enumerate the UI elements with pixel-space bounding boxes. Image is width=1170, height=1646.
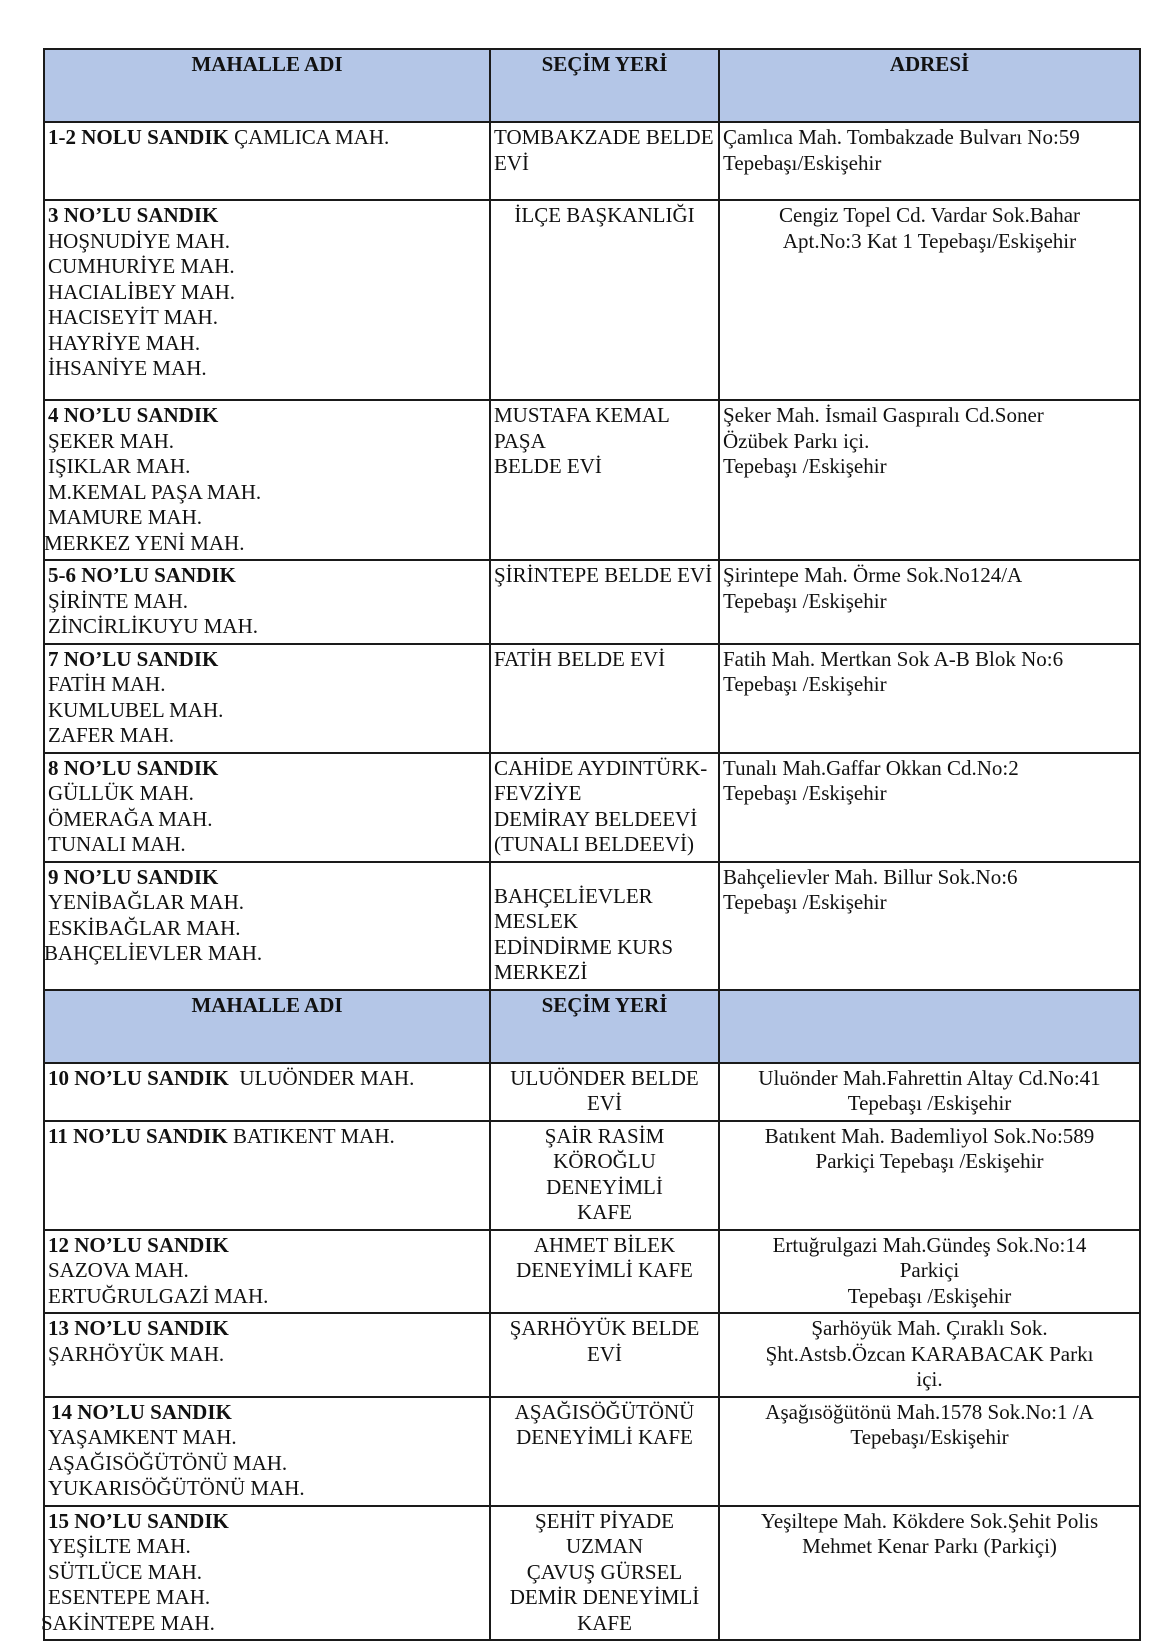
- mahalle-name: BATIKENT MAH.: [232, 1123, 395, 1148]
- table-row: [44, 1506, 1140, 1641]
- adres-line: Apt.No:3 Kat 1 Tepebaşı/Eskişehir: [782, 228, 1077, 253]
- adres-line: Yeşiltepe Mah. Kökdere Sok.Şehit Polis: [760, 1508, 1099, 1533]
- header-secim-yeri: SEÇİM YERİ: [490, 990, 719, 1063]
- adres-cell: [719, 1063, 1140, 1121]
- header-mahalle-adi: MAHALLE ADI: [44, 990, 490, 1063]
- adres-line: Tepebaşı /Eskişehir: [723, 672, 887, 696]
- mahalle-cell: [44, 1230, 490, 1314]
- mahalle-cell: [41, 1506, 490, 1641]
- secim-yeri-line: DEMİRAY BELDEEVİ: [494, 806, 698, 831]
- secim-yeri-line: DEMİR DENEYİMLİ: [509, 1585, 700, 1609]
- mahalle-cell: [44, 862, 490, 990]
- secim-yeri-line: KÖROĞLU DENEYİMLİ: [546, 1149, 663, 1199]
- sandik-label: 9 NO’LU SANDIK: [48, 864, 219, 889]
- adres-line: Şarhöyük Mah. Çıraklı Sok.: [811, 1316, 1048, 1340]
- secim-yeri-line: KAFE: [577, 1200, 632, 1224]
- mahalle-cell: [44, 1121, 490, 1230]
- secim-yeri-line: DENEYİMLİ KAFE: [516, 1425, 693, 1449]
- mahalle-name: FATİH MAH.: [48, 672, 166, 696]
- secim-yeri-line: ŞAİR RASİM: [544, 1123, 665, 1148]
- sandik-label: 1-2 NOLU SANDIK: [48, 125, 229, 149]
- table-row: [44, 644, 1140, 753]
- adres-line: Parkiçi Tepebaşı /Eskişehir: [815, 1149, 1044, 1173]
- adres-line: Batıkent Mah. Bademliyol Sok.No:589: [764, 1123, 1095, 1148]
- adres-line: Aşağısöğütönü Mah.1578 Sok.No:1 /A: [765, 1399, 1094, 1424]
- adres-line: Tunalı Mah.Gaffar Okkan Cd.No:2: [723, 755, 1019, 780]
- secim-yeri-cell: [490, 862, 719, 990]
- secim-yeri-cell: [490, 1121, 719, 1230]
- adres-line: Tepebaşı /Eskişehir: [723, 454, 887, 478]
- adres-line: Çamlıca Mah. Tombakzade Bulvarı No:59: [723, 125, 1080, 149]
- header-mahalle-adi: MAHALLE ADI: [44, 49, 490, 122]
- adres-cell: [719, 1506, 1140, 1641]
- mahalle-name: ESENTEPE MAH.: [48, 1585, 211, 1609]
- secim-yeri-line: EVİ: [494, 150, 529, 175]
- adres-cell: [719, 122, 1140, 200]
- table-row: [44, 1313, 1140, 1397]
- mahalle-name: ULUÖNDER MAH.: [239, 1065, 415, 1090]
- table-row: [44, 1121, 1140, 1230]
- secim-yeri-line: KAFE: [577, 1610, 632, 1635]
- header-adresi: [719, 990, 1140, 1063]
- sandik-label: 13 NO’LU SANDIK: [48, 1316, 229, 1340]
- header-adresi: ADRESİ: [719, 49, 1140, 122]
- table-row: [44, 1230, 1140, 1314]
- secim-yeri-cell: [490, 1506, 719, 1641]
- adres-line: Şirintepe Mah. Örme Sok.No124/A: [723, 563, 1023, 587]
- mahalle-name: YUKARISÖĞÜTÖNÜ MAH.: [48, 1476, 305, 1500]
- mahalle-name: IŞIKLAR MAH.: [48, 454, 191, 478]
- sandik-label: 3 NO’LU SANDIK: [48, 203, 219, 227]
- adres-line: Şht.Astsb.Özcan KARABACAK Parkı: [765, 1341, 1094, 1366]
- secim-yeri-line: ÇAVUŞ GÜRSEL: [526, 1559, 683, 1584]
- mahalle-name: TUNALI MAH.: [48, 832, 186, 856]
- secim-yeri-line: AHMET BİLEK: [533, 1232, 676, 1257]
- table-row: [44, 400, 1140, 560]
- adres-line: içi.: [916, 1367, 943, 1391]
- mahalle-cell: [44, 122, 490, 200]
- secim-yeri-cell: [490, 1397, 719, 1506]
- mahalle-name: ŞEKER MAH.: [48, 428, 175, 453]
- table-row: [44, 122, 1140, 200]
- mahalle-name: YAŞAMKENT MAH.: [48, 1425, 237, 1449]
- mahalle-name: YEŞİLTE MAH.: [48, 1534, 191, 1558]
- adres-line: Tepebaşı /Eskişehir: [847, 1091, 1012, 1115]
- mahalle-name: HAYRİYE MAH.: [48, 330, 201, 355]
- secim-yeri-cell: [490, 753, 719, 862]
- mahalle-name: HACISEYİT MAH.: [48, 305, 218, 329]
- secim-yeri-line: MERKEZİ: [494, 960, 588, 984]
- table-header-row: [44, 990, 1140, 1063]
- secim-yeri-cell: [490, 1063, 719, 1121]
- mahalle-name: ESKİBAĞLAR MAH.: [48, 915, 241, 940]
- secim-yeri-cell: [490, 1230, 719, 1314]
- secim-yeri-cell: [490, 644, 719, 753]
- adres-cell: [719, 753, 1140, 862]
- mahalle-cell: [44, 200, 490, 400]
- adres-cell: [719, 1313, 1140, 1397]
- secim-yeri-line: AŞAĞISÖĞÜTÖNÜ: [514, 1399, 695, 1424]
- mahalle-name: KUMLUBEL MAH.: [48, 697, 224, 722]
- mahalle-name: SAKİNTEPE MAH.: [41, 1610, 215, 1635]
- adres-cell: [719, 1230, 1140, 1314]
- secim-yeri-line: (TUNALI BELDEEVİ): [494, 832, 695, 856]
- secim-yeri-cell: [490, 400, 719, 560]
- secim-yeri-line: EVİ: [587, 1341, 622, 1366]
- mahalle-name: SÜTLÜCE MAH.: [48, 1559, 203, 1584]
- table-row: [44, 862, 1140, 990]
- mahalle-cell: [44, 1063, 490, 1121]
- table-row: [44, 1063, 1140, 1121]
- secim-yeri-cell: [490, 560, 719, 644]
- adres-line: Tepebaşı /Eskişehir: [723, 781, 887, 805]
- mahalle-name: ÖMERAĞA MAH.: [48, 806, 213, 831]
- sandik-label: 15 NO’LU SANDIK: [48, 1508, 229, 1533]
- adres-line: Fatih Mah. Mertkan Sok A-B Blok No:6: [723, 646, 1064, 671]
- table-row: [44, 1397, 1140, 1506]
- adres-cell: [719, 400, 1140, 560]
- mahalle-cell: [44, 1397, 490, 1506]
- secim-yeri-line: DENEYİMLİ KAFE: [516, 1258, 693, 1282]
- adres-cell: [719, 560, 1140, 644]
- sandik-label: 10 NO’LU SANDIK: [48, 1065, 229, 1090]
- adres-cell: [719, 644, 1140, 753]
- adres-line: Şeker Mah. İsmail Gaspıralı Cd.Soner: [723, 403, 1044, 427]
- mahalle-name: HOŞNUDİYE MAH.: [48, 228, 230, 253]
- secim-yeri-cell: [490, 122, 719, 200]
- mahalle-cell: [44, 753, 490, 862]
- table-row: [44, 200, 1140, 400]
- table-row: [44, 560, 1140, 644]
- secim-yeri-line: ŞEHİT PİYADE UZMAN: [534, 1508, 675, 1558]
- adres-cell: [719, 862, 1140, 990]
- mahalle-name: ÇAMLICA MAH.: [234, 125, 390, 149]
- secim-yeri-cell: [490, 200, 719, 400]
- mahalle-cell: [44, 644, 490, 753]
- adres-line: Tepebaşı /Eskişehir: [723, 588, 887, 613]
- secim-yeri-line: EVİ: [587, 1091, 622, 1115]
- secim-yeri-line: ŞİRİNTEPE BELDE EVİ: [494, 563, 713, 587]
- secim-yeri-line: BELDE EVİ: [494, 454, 602, 478]
- sandik-label: 4 NO’LU SANDIK: [48, 403, 219, 427]
- adres-line: Tepebaşı/Eskişehir: [723, 150, 882, 175]
- adres-cell: [719, 200, 1140, 400]
- header-secim-yeri: SEÇİM YERİ: [490, 49, 719, 122]
- secim-yeri-line: CAHİDE AYDINTÜRK-: [494, 755, 708, 780]
- secim-yeri-line: BAHÇELİEVLER: [494, 883, 653, 908]
- mahalle-name: M.KEMAL PAŞA MAH.: [48, 479, 262, 504]
- secim-yeri-line: TOMBAKZADE BELDE: [494, 125, 714, 149]
- table-header-row: [44, 49, 1140, 122]
- adres-line: Tepebaşı/Eskişehir: [850, 1425, 1009, 1449]
- sandik-label: 11 NO’LU SANDIK: [48, 1123, 228, 1148]
- adres-line: Mehmet Kenar Parkı (Parkiçi): [802, 1534, 1057, 1558]
- secim-yeri-line: FEVZİYE: [494, 781, 582, 805]
- mahalle-cell: [44, 1313, 490, 1397]
- adres-line: Cengiz Topel Cd. Vardar Sok.Bahar: [778, 203, 1081, 227]
- secim-yeri-line: EDİNDİRME KURS: [494, 934, 674, 959]
- secim-yeri-line: ŞARHÖYÜK BELDE: [509, 1316, 700, 1340]
- mahalle-name: ZİNCİRLİKUYU MAH.: [48, 614, 258, 638]
- mahalle-name: MERKEZ YENİ MAH.: [44, 530, 245, 555]
- table-row: [44, 753, 1140, 862]
- secim-yeri-line: İLÇE BAŞKANLIĞI: [514, 203, 695, 227]
- mahalle-name: GÜLLÜK MAH.: [48, 781, 194, 805]
- secim-yeri-line: MUSTAFA KEMAL: [494, 403, 670, 427]
- mahalle-cell: [44, 400, 490, 560]
- mahalle-name: ZAFER MAH.: [48, 723, 175, 747]
- mahalle-name: CUMHURİYE MAH.: [48, 254, 235, 278]
- sandik-label: 5-6 NO’LU SANDIK: [48, 563, 236, 587]
- adres-line: Özübek Parkı içi.: [723, 428, 870, 453]
- secim-yeri-line: PAŞA: [494, 428, 546, 453]
- mahalle-name: ŞİRİNTE MAH.: [48, 588, 188, 613]
- mahalle-name: HACIALİBEY MAH.: [48, 279, 236, 304]
- mahalle-cell: [44, 560, 490, 644]
- sandik-label: 7 NO’LU SANDIK: [48, 646, 219, 671]
- adres-line: Bahçelievler Mah. Billur Sok.No:6: [723, 864, 1018, 889]
- adres-line: Parkiçi: [899, 1258, 960, 1282]
- adres-cell: [719, 1121, 1140, 1230]
- mahalle-name: ŞARHÖYÜK MAH.: [48, 1341, 225, 1366]
- mahalle-name: AŞAĞISÖĞÜTÖNÜ MAH.: [48, 1450, 288, 1475]
- secim-yeri-cell: [490, 1313, 719, 1397]
- secim-yeri-line: ULUÖNDER BELDE: [510, 1065, 699, 1090]
- secim-yeri-line: FATİH BELDE EVİ: [494, 646, 666, 671]
- mahalle-name: YENİBAĞLAR MAH.: [48, 890, 244, 914]
- mahalle-name: İHSANİYE MAH.: [48, 356, 207, 380]
- adres-line: Tepebaşı /Eskişehir: [847, 1283, 1012, 1308]
- sandik-label: 8 NO’LU SANDIK: [48, 755, 219, 780]
- mahalle-name: MAMURE MAH.: [48, 505, 203, 529]
- sandik-label: 12 NO’LU SANDIK: [48, 1232, 229, 1257]
- adres-line: Tepebaşı /Eskişehir: [723, 890, 887, 914]
- adres-cell: [719, 1397, 1140, 1506]
- adres-line: Uluönder Mah.Fahrettin Altay Cd.No:41: [758, 1065, 1101, 1090]
- adres-line: Ertuğrulgazi Mah.Gündeş Sok.No:14: [772, 1232, 1087, 1257]
- polling-station-table: [43, 48, 1141, 1641]
- sandik-label: 14 NO’LU SANDIK: [51, 1399, 232, 1424]
- mahalle-name: ERTUĞRULGAZİ MAH.: [48, 1283, 269, 1308]
- secim-yeri-line: MESLEK: [494, 909, 578, 933]
- mahalle-name: SAZOVA MAH.: [48, 1258, 189, 1282]
- mahalle-name: BAHÇELİEVLER MAH.: [44, 941, 263, 965]
